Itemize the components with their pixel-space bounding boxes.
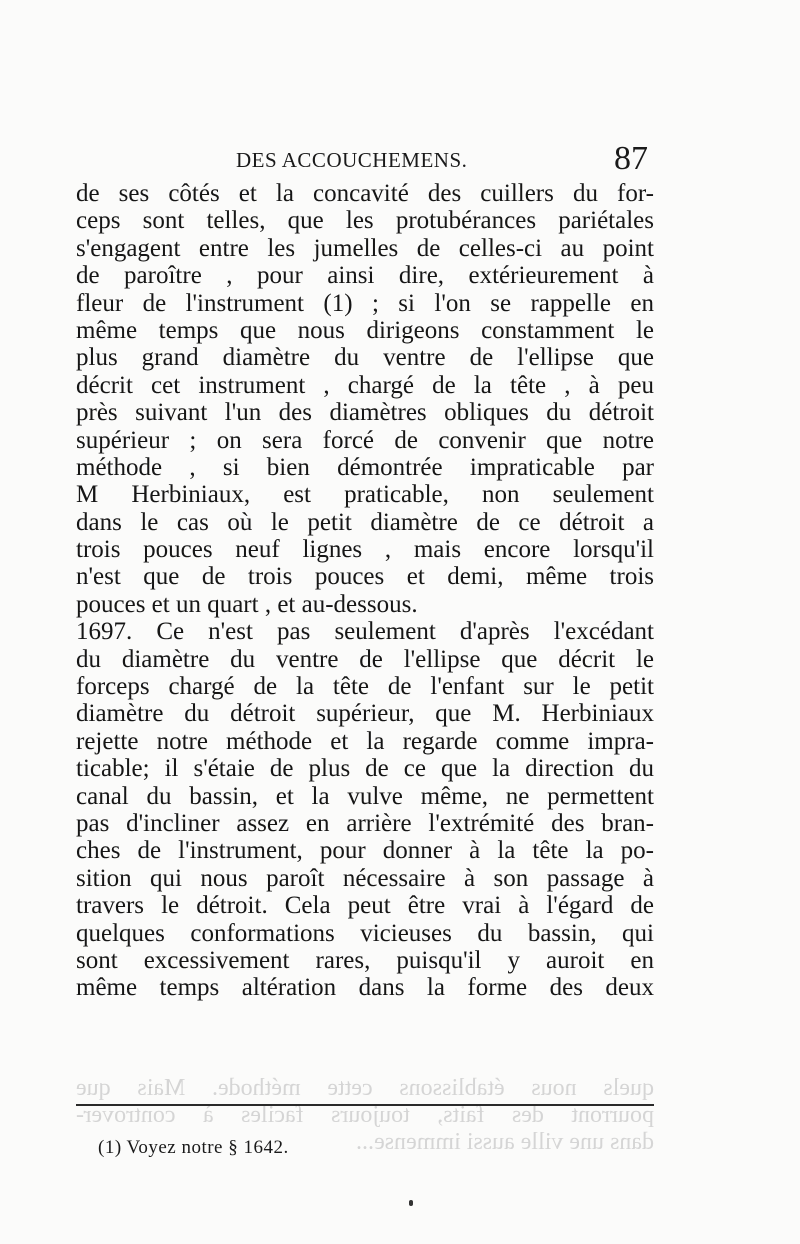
text-line: travers le détroit. Cela peut être vrai à l'égard de bbox=[76, 892, 654, 920]
text-line: s'engagent entre les jumelles de celles-ci au point bbox=[76, 234, 654, 262]
text-line: méthode , si bien démontrée impraticable par bbox=[76, 453, 654, 481]
text-line: forceps chargé de la tête de l'enfant sur le petit bbox=[76, 673, 654, 701]
text-line: rejette notre méthode et la regarde comme impra- bbox=[76, 727, 654, 755]
text-line: ches de l'instrument, pour donner à la tête la po- bbox=[76, 837, 654, 865]
text-line: fleur de l'instrument (1) ; si l'on se rappelle en bbox=[76, 289, 654, 317]
text-line: sont excessivement rares, puisqu'il y auroit en bbox=[76, 946, 654, 974]
text-line: ceps sont telles, que les protubérances pariétales bbox=[76, 207, 654, 235]
footnote-divider bbox=[76, 1104, 654, 1106]
footnote: (1) Voyez notre § 1642. bbox=[98, 1137, 289, 1158]
text-line: diamètre du détroit supérieur, que M. Herbiniaux bbox=[76, 700, 654, 728]
bleed-line: pourront des faits, toujours faciles à controver- bbox=[76, 1102, 654, 1128]
text-line: M Herbiniaux, est praticable, non seulement bbox=[76, 481, 654, 509]
running-title: DES ACCOUCHEMENS. bbox=[236, 148, 468, 172]
text-line: quelques conformations vicieuses du bassin, qui bbox=[76, 919, 654, 947]
text-line: près suivant l'un des diamètres obliques du détroit bbox=[76, 399, 654, 427]
text-line: sition qui nous paroît nécessaire à son passage à bbox=[76, 864, 654, 892]
bleed-line: dans une ville aussi immense... bbox=[356, 1129, 654, 1155]
text-line: pouces et un quart , et au-dessous. bbox=[76, 590, 418, 618]
text-line: du diamètre du ventre de l'ellipse que décrit le bbox=[76, 645, 654, 673]
text-line: même temps altération dans la forme des deux bbox=[76, 974, 654, 1002]
text-line: supérieur ; on sera forcé de convenir que notre bbox=[76, 426, 654, 454]
body-text bbox=[76, 180, 654, 1002]
bleed-line: quels nous établissons cette méthode. Mais que bbox=[76, 1075, 654, 1101]
text-line: 1697. Ce n'est pas seulement d'après l'excédant bbox=[76, 618, 654, 646]
text-line: de paroître , pour ainsi dire, extérieurement à bbox=[76, 262, 654, 290]
text-line: de ses côtés et la concavité des cuillers du for- bbox=[76, 180, 654, 207]
text-line: ticable; il s'étaie de plus de ce que la direction du bbox=[76, 755, 654, 783]
text-line: même temps que nous dirigeons constamment le bbox=[76, 316, 654, 344]
text-line: dans le cas où le petit diamètre de ce détroit a bbox=[76, 508, 654, 536]
ink-speck bbox=[409, 1200, 413, 1206]
text-line: n'est que de trois pouces et demi, même trois bbox=[76, 563, 654, 591]
text-line: trois pouces neuf lignes , mais encore lorsqu'il bbox=[76, 536, 654, 564]
text-line: décrit cet instrument , chargé de la tête , à peu bbox=[76, 371, 654, 399]
page-number: 87 bbox=[614, 140, 648, 177]
text-line: canal du bassin, et la vulve même, ne permettent bbox=[76, 782, 654, 810]
text-line: pas d'incliner assez en arrière l'extrémité des bran- bbox=[76, 809, 654, 837]
text-line: plus grand diamètre du ventre de l'ellipse que bbox=[76, 344, 654, 372]
